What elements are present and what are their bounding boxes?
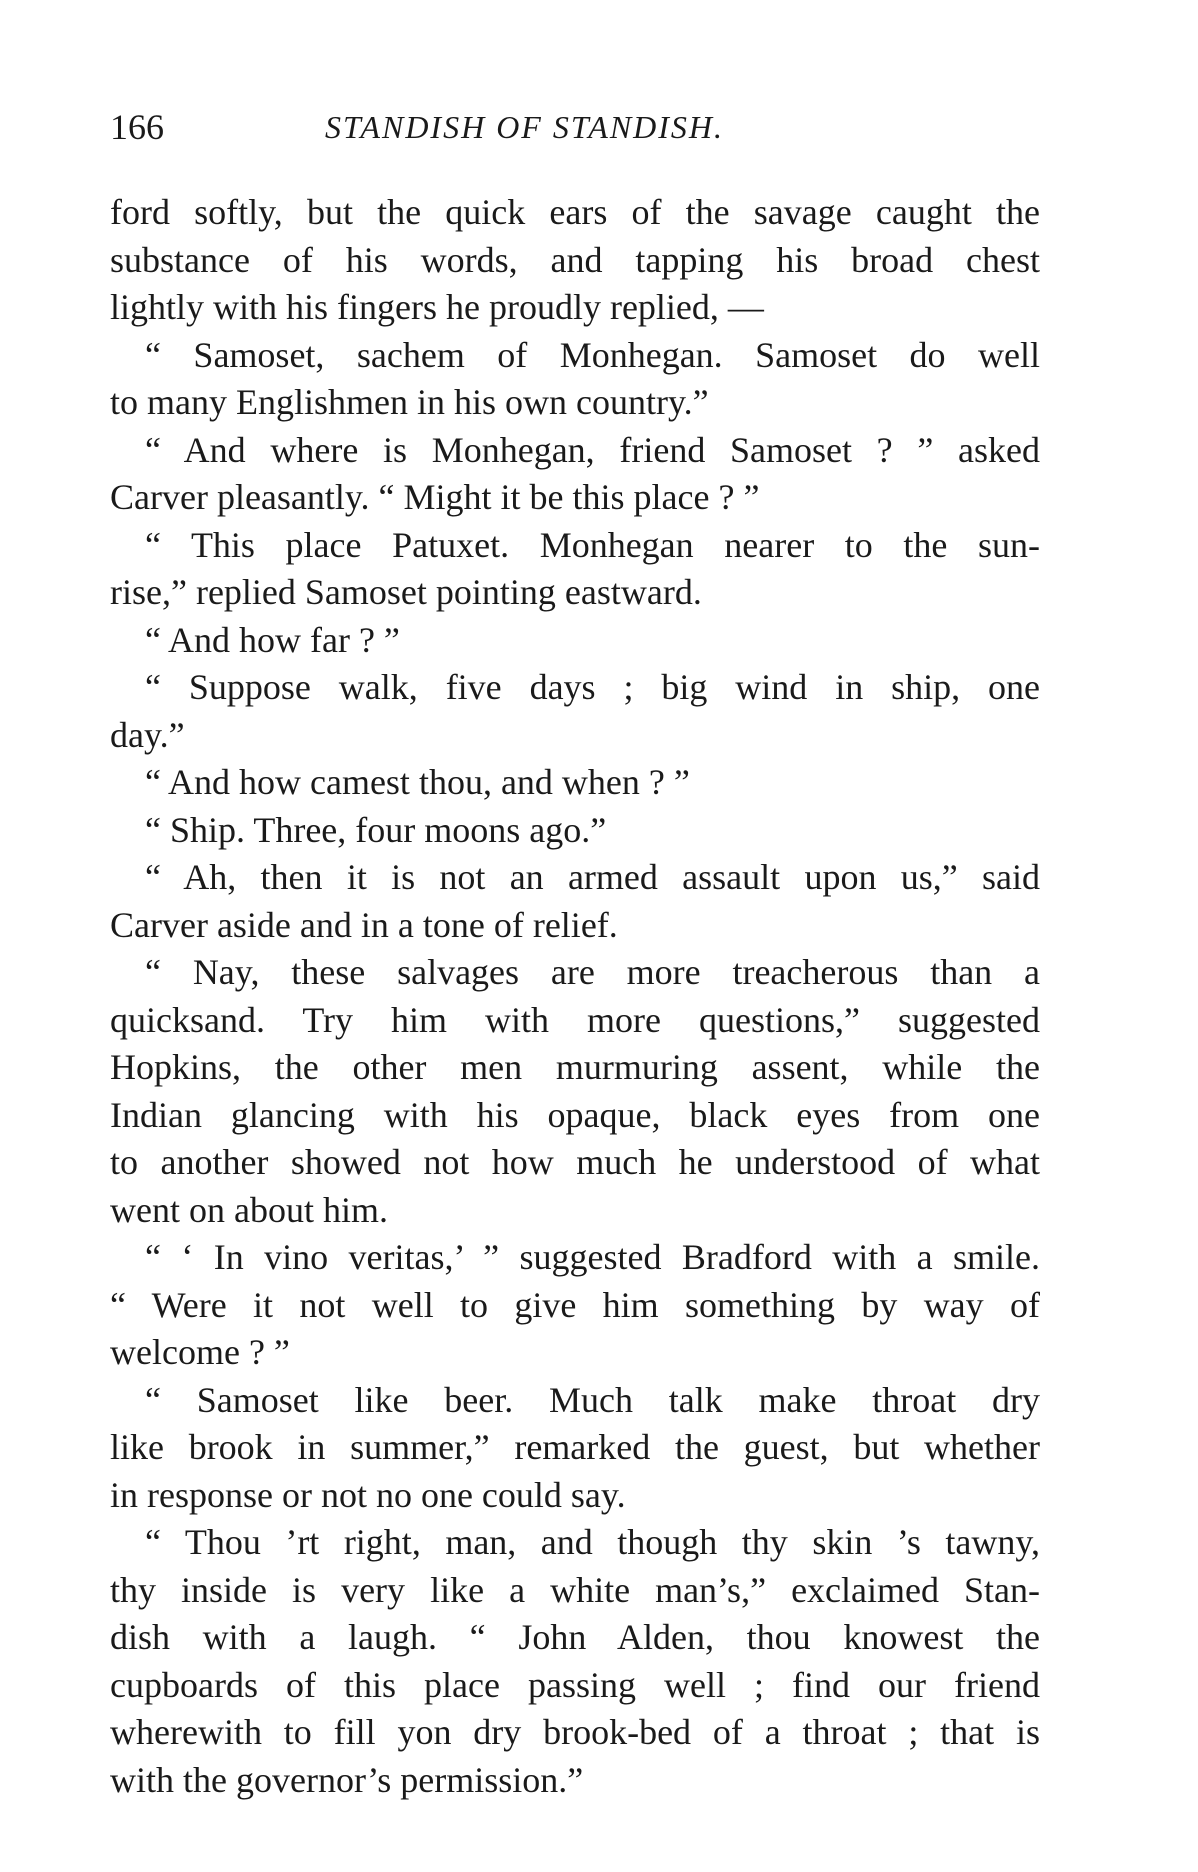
- text-line: “ And where is Monhegan, friend Samoset ? ” asked: [145, 429, 1040, 470]
- text-line: Carver pleasantly. “ Might it be this place ? ”: [110, 477, 760, 517]
- text-line: quicksand. Try him with more questions,” suggested: [110, 999, 1040, 1040]
- text-line: day.”: [110, 714, 185, 755]
- text-line: rise,” replied Samoset pointing eastward.: [110, 572, 702, 612]
- text-line: “ Samoset like beer. Much talk make throat dry: [145, 1379, 1040, 1420]
- text-line: to many Englishmen in his own country.”: [110, 382, 709, 422]
- body-text: [110, 189, 1040, 1804]
- page-header: [110, 102, 1040, 152]
- text-line: welcome ? ”: [110, 1332, 290, 1372]
- text-line: Carver aside and in a tone of relief.: [110, 904, 618, 945]
- text-line: “ Samoset, sachem of Monhegan. Samoset do well: [145, 334, 1040, 375]
- text-line: Indian glancing with his opaque, black eyes from one: [110, 1094, 1040, 1135]
- text-line: like brook in summer,” remarked the guest, but whether: [110, 1427, 1040, 1467]
- text-line: ford softly, but the quick ears of the savage caught the: [110, 192, 1040, 232]
- page-number: 166: [110, 107, 164, 147]
- text-line: in response or not no one could say.: [110, 1474, 626, 1515]
- text-line: Hopkins, the other men murmuring assent, while the: [110, 1047, 1040, 1087]
- text-line: with the governor’s permission.”: [110, 1759, 584, 1800]
- text-line: “ Ah, then it is not an armed assault upon us,” said: [145, 857, 1040, 897]
- text-line: thy inside is very like a white man’s,” exclaimed Stan-: [110, 1569, 1040, 1610]
- text-line: substance of his words, and tapping his broad chest: [110, 239, 1040, 280]
- text-line: went on about him.: [110, 1189, 388, 1230]
- text-line: “ Were it not well to give him something by way of: [110, 1284, 1040, 1325]
- text-line: wherewith to fill yon dry brook-bed of a throat ; that is: [110, 1712, 1040, 1752]
- running-title: STANDISH OF STANDISH.: [325, 109, 725, 145]
- text-line: cupboards of this place passing well ; find our friend: [110, 1664, 1040, 1705]
- text-line: dish with a laugh. “ John Alden, thou knowest the: [110, 1617, 1040, 1657]
- text-line: “ Suppose walk, five days ; big wind in ship, one: [145, 667, 1040, 707]
- text-line: “ And how camest thou, and when ? ”: [145, 762, 690, 802]
- text-line: “ ‘ In vino veritas,’ ” suggested Bradford with a smile.: [145, 1237, 1040, 1277]
- text-line: to another showed not how much he understood of what: [110, 1142, 1040, 1182]
- text-line: “ Nay, these salvages are more treacherous than a: [145, 952, 1040, 992]
- text-line: “ And how far ? ”: [145, 619, 400, 660]
- text-line: “ Ship. Three, four moons ago.”: [145, 809, 607, 850]
- text-line: “ This place Patuxet. Monhegan nearer to the sun-: [145, 524, 1040, 565]
- text-line: lightly with his fingers he proudly replied, —: [110, 287, 764, 327]
- text-line: “ Thou ’rt right, man, and though thy skin ’s tawny,: [145, 1522, 1040, 1562]
